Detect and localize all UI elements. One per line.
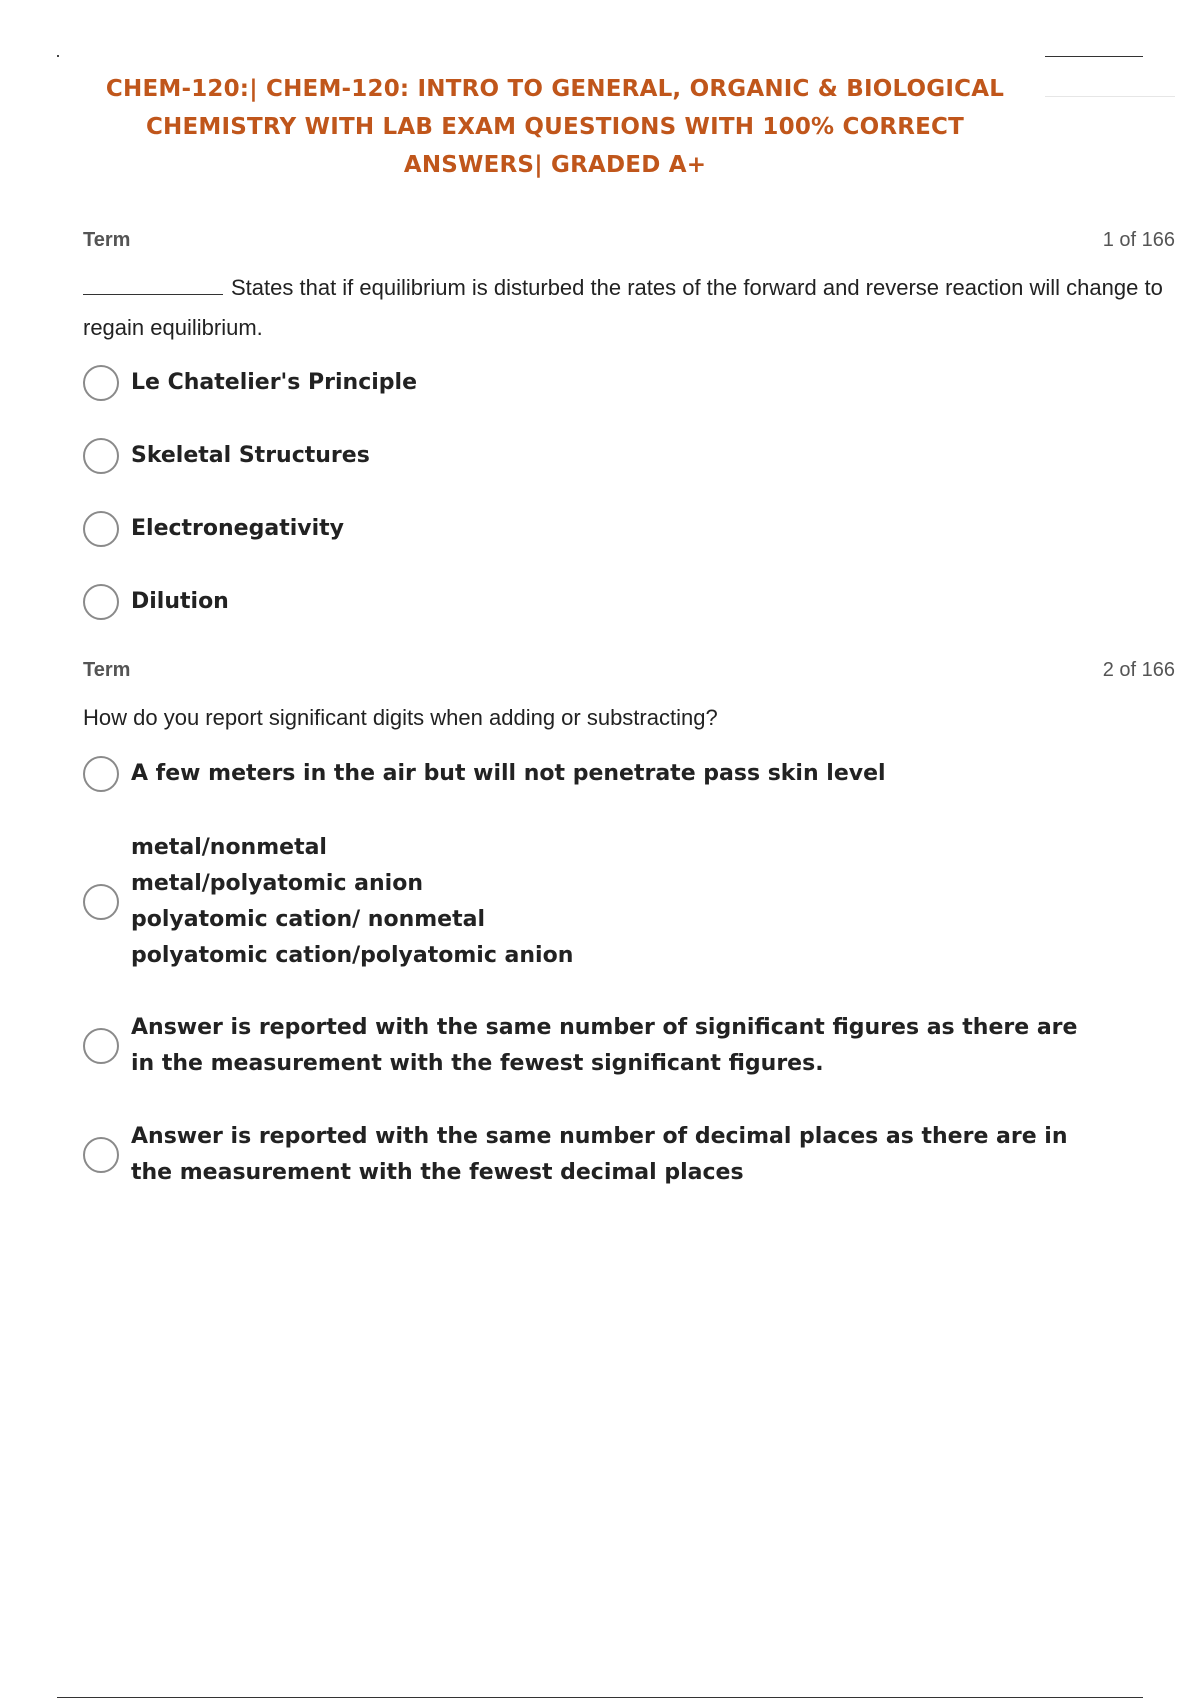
document-title: CHEM-120:| CHEM-120: INTRO TO GENERAL, ORGANIC & BIOLOGICAL CHEMISTRY WITH LAB EXAM QUESTIONS WITH 100% CORRECT ANSWERS| GRADED A+: [105, 76, 1005, 178]
option-label: Answer is reported with the same number of significant figures as there are in the measurement with the fewest significant figures.: [131, 1015, 1078, 1076]
header-rule-light: [1045, 96, 1175, 97]
term-header: [83, 658, 1175, 682]
option-label: A few meters in the air but will not penetrate pass skin level: [131, 761, 886, 786]
term-label: Term: [83, 228, 131, 251]
option-label: Dilution: [131, 589, 229, 614]
option-label: Electronegativity: [131, 516, 344, 541]
radio-button[interactable]: [83, 438, 119, 474]
option-label: Skeletal Structures: [131, 443, 370, 468]
footer-rule: [57, 1697, 1143, 1698]
option-line: polyatomic cation/ nonmetal: [131, 907, 485, 932]
page-mark: [57, 55, 59, 57]
radio-button[interactable]: [83, 584, 119, 620]
answer-option[interactable]: [83, 1119, 1175, 1191]
option-label-multiline: [131, 830, 573, 974]
term-question: [83, 268, 1175, 348]
option-label: Le Chatelier's Principle: [131, 370, 417, 395]
option-line: metal/polyatomic anion: [131, 871, 423, 896]
radio-button[interactable]: [83, 511, 119, 547]
term-card-1: [83, 228, 1175, 348]
option-line: polyatomic cation/polyatomic anion: [131, 943, 574, 968]
header-rule: [1045, 56, 1143, 57]
term-count: 2 of 166: [1102, 658, 1175, 681]
answer-option[interactable]: [83, 584, 1175, 620]
fill-in-blank: [83, 276, 223, 295]
term-count: 1 of 166: [1102, 228, 1175, 251]
answer-option[interactable]: [83, 438, 1175, 474]
term-card-2: [83, 658, 1175, 738]
option-label: Answer is reported with the same number of decimal places as there are in the measurement with the fewest decimal places: [131, 1124, 1068, 1185]
question-text: How do you report significant digits when adding or substracting?: [83, 705, 718, 730]
answer-option[interactable]: [83, 756, 1175, 792]
question-text: States that if equilibrium is disturbed the rates of the forward and reverse reaction will change to regain equilibrium.: [83, 275, 1163, 340]
term-question: [83, 698, 1175, 738]
radio-button[interactable]: [83, 1028, 119, 1064]
radio-button[interactable]: [83, 884, 119, 920]
term-header: [83, 228, 1175, 252]
option-line: metal/nonmetal: [131, 835, 327, 860]
answer-option[interactable]: [83, 1010, 1175, 1082]
radio-button[interactable]: [83, 1137, 119, 1173]
answer-option[interactable]: [83, 365, 1175, 401]
radio-button[interactable]: [83, 365, 119, 401]
term-label: Term: [83, 658, 131, 681]
answer-option[interactable]: [83, 829, 1175, 975]
answer-option[interactable]: [83, 511, 1175, 547]
radio-button[interactable]: [83, 756, 119, 792]
